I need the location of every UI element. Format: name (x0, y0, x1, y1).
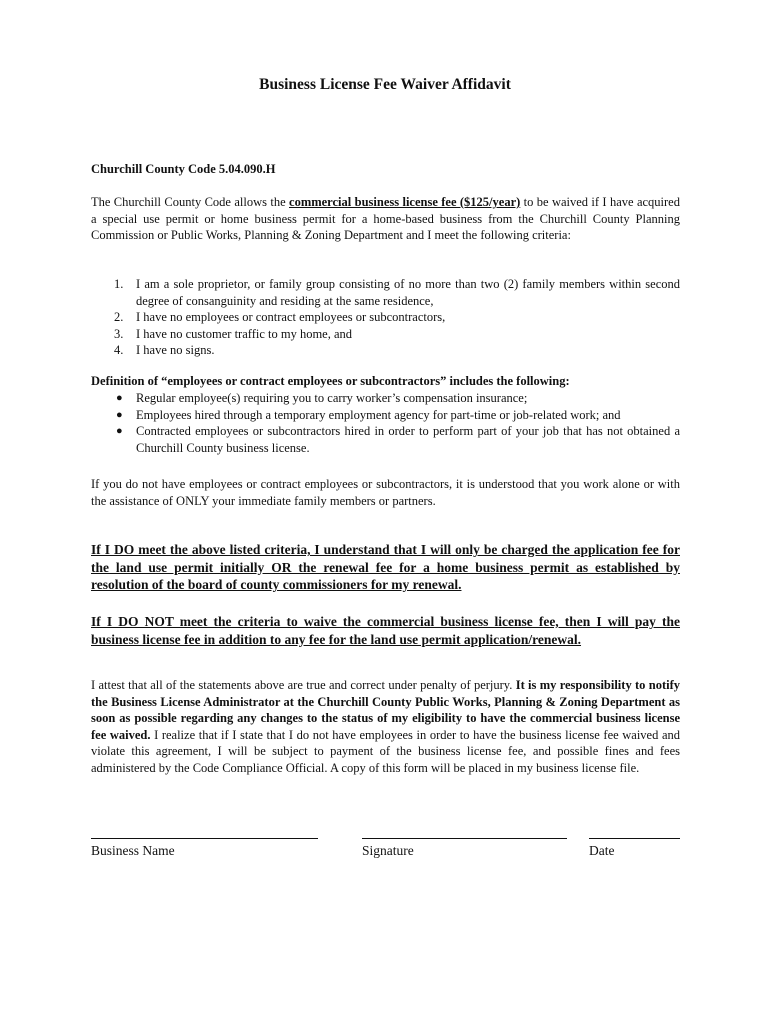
bullet-icon: ● (116, 408, 123, 421)
criteria-number: 4. (114, 343, 124, 357)
do-not-meet-statement: If I DO NOT meet the criteria to waive the commercial business license fee, then I will pay the business license fee in addition to any fee for the land use permit application/renewal. (91, 614, 680, 647)
bullet-icon: ● (116, 392, 123, 404)
criteria-list (114, 276, 680, 359)
attestation-paragraph (91, 677, 680, 776)
criteria-text: I have no signs. (136, 343, 215, 357)
criteria-number: 1. (114, 277, 124, 291)
definition-item (114, 423, 680, 456)
intro-paragraph (91, 194, 680, 244)
criteria-item (114, 326, 680, 343)
do-meet-statement: If I DO meet the above listed criteria, I understand that I will only be charged the application fee for the land use permit initially OR the renewal fee for a home business permit as established by resolution of the board of county commissioners for my renewal. (91, 542, 680, 592)
definition-list (114, 390, 680, 456)
definition-text: Regular employee(s) requiring you to carry worker’s compensation insurance; (136, 391, 528, 405)
criteria-item (114, 342, 680, 359)
intro-fee-underlined: commercial business license fee ($125/year) (289, 195, 521, 209)
criteria-text: I have no employees or contract employees or subcontractors, (136, 310, 446, 324)
criteria-number: 3. (114, 326, 124, 341)
definition-item (114, 390, 680, 407)
criteria-text: I am a sole proprietor, or family group consisting of no more than two (2) family members within second degree of consanguinity and residing at the same residence, (136, 277, 680, 308)
definition-text: Employees hired through a temporary employment agency for part-time or job-related work; and (136, 407, 621, 422)
definition-heading: Definition of “employees or contract employees or subcontractors” includes the following: (91, 374, 570, 388)
attest-text-1: I attest that all of the statements above are true and correct under penalty of perjury. (91, 678, 516, 692)
intro-text-after: to be waived if I have acquired a special use permit or home business permit for a home-based business from the Churchill County Planning Commission or Public Works, Planning & Zoning Department and I meet the following criteria: (91, 195, 680, 242)
bullet-icon: ● (116, 425, 123, 437)
alone-paragraph: If you do not have employees or contract employees or subcontractors, it is understood that you work alone or with the assistance of ONLY your immediate family members or partners. (91, 477, 680, 508)
attest-text-2: I realize that if I state that I do not have employees in order to have the business license fee waived and violate this agreement, I will be subject to payment of the business license fee, and possible fines and fees administered by the Code Compliance Official. A copy of this form will be placed in my business license file. (91, 727, 680, 775)
business-name-label: Business Name (91, 843, 175, 858)
criteria-number: 2. (114, 310, 124, 324)
date-label: Date (589, 843, 615, 858)
intro-text-before: The Churchill County Code allows the (91, 195, 290, 209)
definition-text: Contracted employees or subcontractors hired in order to perform part of your job that has not obtained a Churchill County business license. (136, 424, 680, 455)
definition-item (114, 407, 680, 424)
document-title: Business License Fee Waiver Affidavit (259, 76, 511, 93)
signature-label: Signature (362, 843, 414, 858)
business-name-line[interactable] (91, 838, 318, 839)
attest-bold-text: It is my responsibility to notify the Business License Administrator at the Churchill County Public Works, Planning & Zoning Department as soon as possible regarding any changes to the status of my eligibility to have the commercial business license fee waived. (91, 678, 680, 742)
criteria-item (114, 309, 680, 326)
signature-line[interactable] (362, 838, 567, 839)
date-line[interactable] (589, 838, 680, 839)
code-heading: Churchill County Code 5.04.090.H (91, 162, 276, 176)
criteria-item (114, 276, 680, 309)
criteria-text: I have no customer traffic to my home, and (136, 326, 353, 341)
